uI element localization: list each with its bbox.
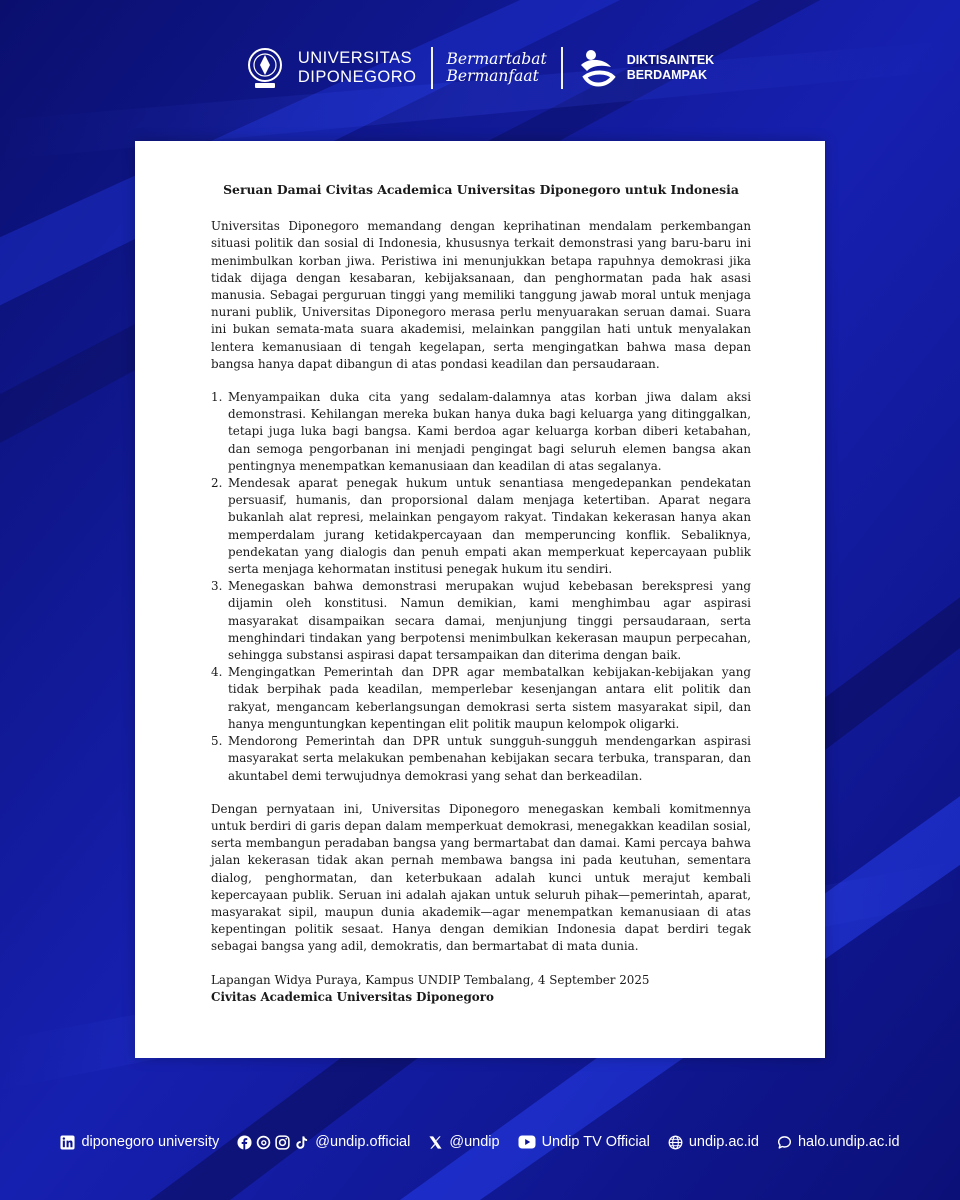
signature-block [211,972,751,1006]
list-item-text: Menyampaikan duka cita yang sedalam-dalamnya atas korban jiwa dalam aksi demonstrasi. Kehilangan mereka bukan hanya duka bagi keluarga yang ditinggalkan, tetapi juga luka bagi bangsa. Kami berdoa agar keluarga korban diberi ketabahan, dan semoga pengorbanan ini menjadi pengingat bagi seluruh elemen bangsa akan pentingnya menempatkan kemanusiaan dan keadilan di atas segalanya. [228,390,751,473]
facebook-icon [237,1135,252,1150]
social-link[interactable] [237,1134,410,1150]
university-seal-icon [246,43,284,93]
list-item-number: 3. [211,579,223,594]
signatory: Civitas Academica Universitas Diponegoro [211,989,494,1004]
linkedin-label: diponegoro university [81,1134,220,1150]
youtube-icon [518,1135,536,1149]
list-item-number: 4. [211,665,223,680]
list-item-text: Menegaskan bahwa demonstrasi merupakan wujud kebebasan berekspresi yang dijamin oleh konstitusi. Namun demikian, kami menghimbau agar aspirasi masyarakat disampaikan secara damai, menjunjung tinggi persaudaraan, serta menghindari tindakan yang berpotensi menimbulkan kekerasan maupun perpecahan, sehingga substansi aspirasi dapat tersampaikan dan diterima dengan baik. [228,579,751,663]
closing-paragraph: Dengan pernyataan ini, Universitas Diponegoro menegaskan kembali komitmennya untuk berdiri di garis depan dalam memperkuat demokrasi, menegakkan keadilan sosial, serta membangun peradaban bangsa yang bermartabat dan damai. Kami percaya bahwa jalan kekerasan tidak akan pernah membawa bangsa ini pada keutuhan, sementara dialog, penghormatan, dan keterbukaan adalah kunci untuk merajut kembali kepercayaan publik. Seruan ini adalah ajakan untuk seluruh pihak—pemerintah, aparat, masyarakat sipil, maupun dunia akademik—agar menempatkan kemanusiaan di atas kepentingan politik sesaat. Hanya dengan demikian Indonesia dapat berdiri tegak sebagai bangsa yang adil, demokratis, dan bermartabat di mata dunia. [211,801,751,954]
header-divider [431,47,433,89]
list-item-text: Mendesak aparat penegak hukum untuk senantiasa mengedepankan pendekatan persuasif, humanis, dan proporsional dalam menjaga ketertiban. Aparat negara bukanlah alat represi, melainkan pengayom rakyat. Tindakan kekerasan hanya akan memperdalam jurang ketidakpercayaan dan memperuncing konflik. Sebaliknya, pendekatan yang dialogis dan penuh empati akan memperkuat kepercayaan publik serta menjaga kehormatan institusi penegak hukum itu sendiri. [228,476,751,577]
dikti-brand [577,47,715,89]
list-item [211,389,751,475]
list-item-text: Mengingatkan Pemerintah dan DPR agar membatalkan kebijakan-kebijakan yang tidak berpihak pada keadilan, memperlebar kesenjangan antara elit politik dan rakyat, mengancam keberlangsungan demokrasi serta sistem masyarakat sipil, dan hanya menguntungkan kepentingan elit politik maupun kelompok oligarki. [228,665,751,731]
dikti-logo-icon [577,47,619,89]
chat-bubble-icon [777,1135,792,1150]
linkedin-icon [60,1135,75,1150]
x-link[interactable] [428,1134,499,1150]
dikti-line1: DIKTISAINTEK [626,53,715,67]
points-list [211,389,751,785]
youtube-label: Undip TV Official [541,1134,650,1150]
list-item [211,733,751,785]
list-item-number: 2. [211,476,223,491]
university-name [298,49,417,87]
list-item [211,664,751,733]
web-label: undip.ac.id [688,1134,759,1150]
university-name-line1: UNIVERSITAS [297,49,413,67]
list-item-number: 1. [211,390,223,405]
x-handle: @undip [449,1134,500,1150]
dikti-line2: BERDAMPAK [626,68,708,82]
header-divider [561,47,563,89]
university-name-line2: DIPONEGORO [297,68,417,86]
footer [0,1130,960,1154]
social-handle: @undip.official [315,1134,411,1150]
list-item [211,578,751,664]
statement-paper [135,141,825,1058]
header [0,38,960,98]
x-icon [428,1135,443,1150]
document-title: Seruan Damai Civitas Academica Universitas Diponegoro untuk Indonesia [223,182,739,197]
globe-icon [668,1135,683,1150]
place-date: Lapangan Widya Puraya, Kampus UNDIP Tembalang, 4 September 2025 [211,972,650,987]
tagline-line1: Bermartabat [446,50,547,68]
tagline-line2: Bermanfaat [446,67,539,85]
threads-icon [256,1135,271,1150]
instagram-icon [275,1135,290,1150]
halo-link[interactable] [777,1134,900,1150]
list-item-number: 5. [211,734,223,749]
halo-label: halo.undip.ac.id [797,1134,900,1150]
youtube-link[interactable] [518,1134,650,1150]
tiktok-icon [294,1135,309,1150]
list-item-text: Mendorong Pemerintah dan DPR untuk sungguh-sungguh mendengarkan aspirasi masyarakat serta melakukan pembenahan kebijakan secara terbuka, transparan, dan akuntabel demi terwujudnya demokrasi yang sehat dan berkeadilan. [228,734,751,783]
linkedin-link[interactable] [60,1134,219,1150]
web-link[interactable] [668,1134,759,1150]
list-item [211,475,751,578]
tagline [447,51,547,85]
intro-paragraph: Universitas Diponegoro memandang dengan keprihatinan mendalam perkembangan situasi politik dan sosial di Indonesia, khususnya terkait demonstrasi yang baru-baru ini menimbulkan korban jiwa. Peristiwa ini menunjukkan betapa rapuhnya demokrasi jika tidak dijaga dengan kesabaran, kebijaksanaan, dan penghormatan pada hak asasi manusia. Sebagai perguruan tinggi yang memiliki tanggung jawab moral untuk menjaga nurani publik, Universitas Diponegoro merasa perlu menyuarakan seruan damai. Suara ini bukan semata-mata suara akademisi, melainkan panggilan hati untuk menyalakan lentera kemanusiaan di tengah kegelapan, serta mengingatkan bahwa masa depan bangsa hanya dapat dibangun di atas pondasi keadilan dan persaudaraan. [211,219,751,371]
statement-document [211,181,751,1006]
